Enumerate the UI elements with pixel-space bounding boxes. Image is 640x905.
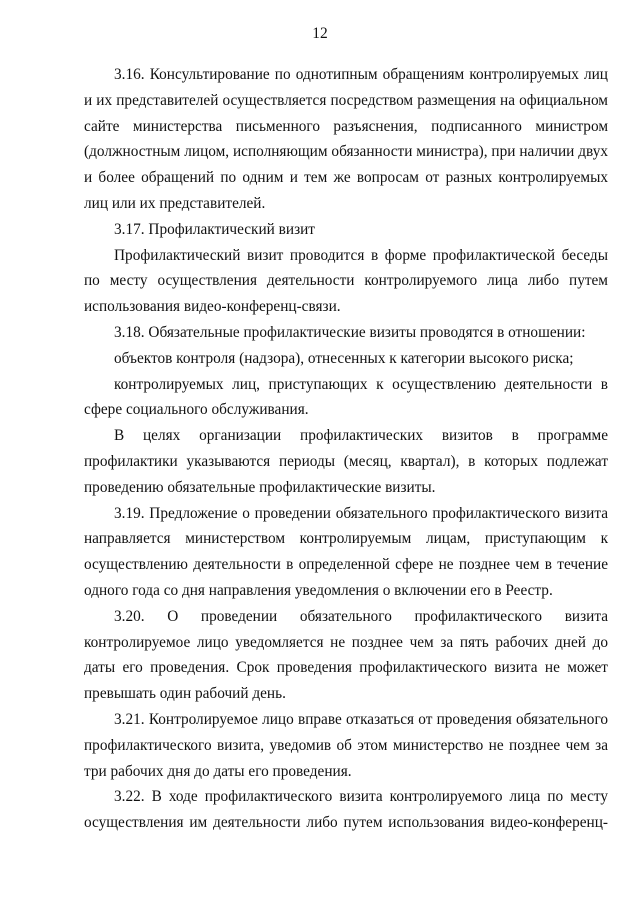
paragraph-program-periods: В целях организации профилактических визитов в программе профилактики указываются периоды (месяц, квартал), в которых подлежат проведению обязательные профилактические визиты. (84, 427, 608, 496)
page-number: 12 (312, 25, 328, 42)
paragraph-3-18: 3.18. Обязательные профилактические визиты проводятся в отношении: (114, 323, 586, 341)
paragraph-3-20: 3.20. О проведении обязательного профилактического визита контролируемое лицо уведомляется не позднее чем за пять рабочих дней до даты его проведения. Срок проведения профилактического визита не может превышать один рабочий день. (84, 607, 608, 703)
paragraph-3-22: 3.22. В ходе профилактического визита контролируемого лица по месту осуществления им деятельности либо путем использования видео-конференц- (84, 788, 608, 832)
heading-3-17: 3.17. Профилактический визит (114, 220, 315, 238)
paragraph-3-17-text: Профилактический визит проводится в форме профилактической беседы по месту осуществления деятельности контролируемого лица либо путем использования видео-конференц-связи. (84, 246, 608, 316)
paragraph-3-16: 3.16. Консультирование по однотипным обращениям контролируемых лиц и их представителей осуществляется посредством размещения на официальном сайте министерства письменного разъяснения, подписанного министром (должностным лицом, исполняющим обязанности министра), при наличии двух и более обращений по одним и тем же вопросам от разных контролируемых лиц или их представителей. (84, 66, 608, 212)
paragraph-3-21: 3.21. Контролируемое лицо вправе отказаться от проведения обязательного профилактического визита, уведомив об этом министерство не позднее чем за три рабочих дня до даты его проведения. (84, 710, 608, 780)
paragraph-3-19: 3.19. Предложение о проведении обязательного профилактического визита направляется министерством контролируемым лицам, приступающим к осуществлению деятельности в определенной сфере не позднее чем в течение одного года со дня направления уведомления о включении его в Реестр. (84, 504, 608, 599)
document-body (84, 62, 608, 836)
list-item-new-controlled-persons: контролируемых лиц, приступающих к осуществлению деятельности в сфере социального обслуживания. (84, 375, 608, 419)
list-item-high-risk-objects: объектов контроля (надзора), отнесенных к категории высокого риска; (114, 349, 574, 367)
